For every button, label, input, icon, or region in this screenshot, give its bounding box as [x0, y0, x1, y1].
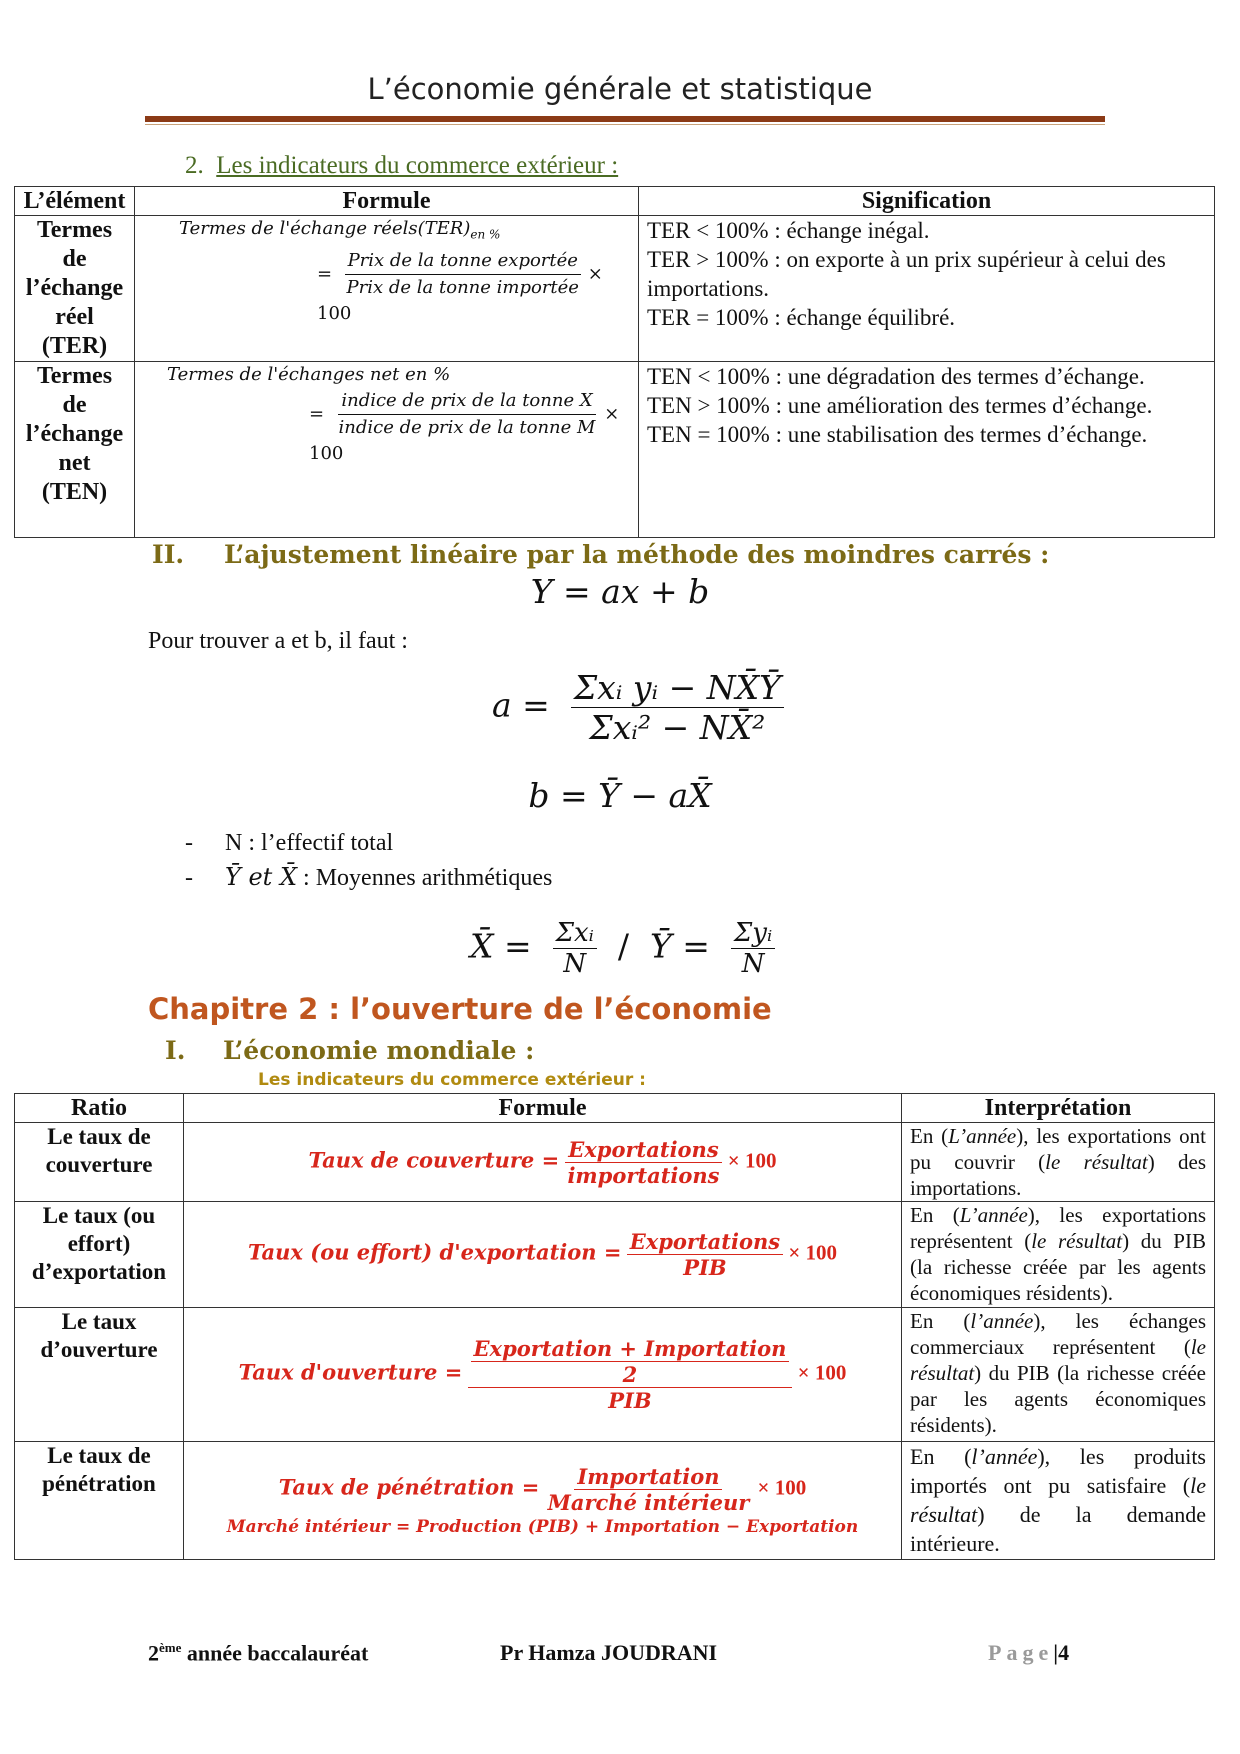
bullet-text: N : l’effectif total: [225, 830, 394, 856]
denominator: Σxᵢ² − NX̄²: [589, 708, 766, 747]
numerator: Exportations: [565, 1137, 721, 1163]
element-cell: [15, 216, 135, 362]
formula-fraction: = $\frac{\text{indice de prix de la tonne X}}{\text{indice de prix de la tonne M}}$ × 100: [309, 390, 620, 464]
signification-line: TEN > 100% : une amélioration des termes d’échange.: [647, 393, 1153, 418]
table-row: [15, 216, 1215, 362]
ratio-cell: Le taux de pénétration: [15, 1442, 184, 1560]
compound-numerator: [468, 1336, 793, 1388]
section-heading-linear-fit: [152, 540, 1049, 569]
chapter-title: Chapitre 2 : l’ouverture de l’économie: [148, 992, 772, 1026]
equation-means: [470, 918, 775, 979]
formula-note: Marché intérieur = Production (PIB) + Importation − Exportation: [226, 1517, 859, 1537]
header-divider-thin: [145, 124, 1105, 125]
element-cell: [15, 362, 135, 538]
footer-grade: 2ème année baccalauréat: [148, 1640, 369, 1666]
numerator: Σxᵢ: [553, 918, 597, 949]
column-header: L’élément: [15, 187, 135, 216]
intro-text: Pour trouver a et b, il faut :: [148, 628, 408, 654]
denominator: Marché intérieur: [547, 1490, 750, 1515]
denominator: importations: [567, 1162, 720, 1188]
formula-lhs: Termes de l'échanges net en %: [167, 364, 451, 385]
bullet-item: [185, 863, 552, 892]
denominator: PIB: [608, 1388, 652, 1413]
numerator: Importation: [574, 1464, 722, 1490]
bullet-dash: -: [185, 865, 193, 891]
formula-factor: × 100: [309, 403, 620, 464]
table-row: [15, 362, 1215, 538]
table-row: [15, 1123, 1215, 1202]
formula-factor: × 100: [788, 1240, 838, 1265]
formula-factor: × 100: [757, 1475, 807, 1500]
formula-cell: [184, 1442, 902, 1560]
signification-line: TER = 100% : échange équilibré.: [647, 305, 956, 330]
formula-lhs: Taux de pénétration =: [278, 1474, 540, 1500]
equation-b: b = Ȳ − aX̄: [528, 776, 712, 815]
page-label: Page: [988, 1640, 1054, 1665]
formula-cell: [184, 1308, 902, 1442]
table-header-row: [15, 1094, 1215, 1123]
element-line: de: [62, 246, 87, 272]
table-row: [15, 1308, 1215, 1442]
formula-cell: [184, 1202, 902, 1308]
ratio-cell: Le taux (ou effort) d’exportation: [15, 1202, 184, 1308]
denominator: N: [741, 949, 765, 979]
formula-factor: × 100: [317, 263, 603, 324]
equation-lhs: X̄ =: [470, 926, 532, 966]
formula-lhs: Taux (ou effort) d'exportation =: [247, 1239, 622, 1265]
interpretation-cell: En (L’année), les exportations ont pu couvrir (le résultat) des importations.: [902, 1123, 1215, 1202]
inner-numerator: Exportation + Importation: [471, 1336, 790, 1362]
formula-factor: × 100: [797, 1360, 847, 1385]
signification-line: TER > 100% : on exporte à un prix supérieur à celui des importations.: [647, 247, 1166, 301]
column-header: Interprétation: [902, 1094, 1215, 1123]
bullet-text: : Moyennes arithmétiques: [297, 865, 553, 891]
element-line: l’échange: [25, 421, 124, 447]
separator: /: [617, 926, 630, 966]
element-line: Termes: [36, 363, 113, 389]
signification-line: TEN = 100% : une stabilisation des termes d’échange.: [647, 422, 1148, 447]
numerator: Exportations: [627, 1229, 783, 1255]
equation-lhs: a =: [492, 685, 550, 725]
terms-of-trade-table: [14, 186, 1215, 538]
element-line: Termes: [36, 217, 113, 243]
formula-cell: [135, 216, 639, 362]
section-label: I.: [165, 1036, 186, 1065]
element-line: l’échange: [25, 275, 124, 301]
interpretation-cell: En (L’année), les exportations représentent (le résultat) du PIB (la richesse créée par les agents économiques résidents).: [902, 1202, 1215, 1308]
ratio-cell: Le taux de couverture: [15, 1123, 184, 1202]
section-title: L’ajustement linéaire par la méthode des moindres carrés :: [224, 540, 1050, 569]
page-number: 4: [1058, 1640, 1070, 1665]
numerator: Prix de la tonne exportée: [345, 248, 581, 275]
formula-cell: [135, 362, 639, 538]
formula-factor: × 100: [727, 1147, 777, 1172]
ratio-cell: Le taux d’ouverture: [15, 1308, 184, 1442]
page-header-title: L’économie générale et statistique: [367, 72, 873, 106]
numerator: Σyᵢ: [731, 918, 775, 949]
formula-lhs: Taux d'ouverture =: [238, 1359, 463, 1385]
signification-line: TEN < 100% : une dégradation des termes d’échange.: [647, 364, 1145, 389]
section-title: Les indicateurs du commerce extérieur :: [216, 152, 619, 179]
bullet-dash: -: [185, 830, 193, 856]
signification-line: TER < 100% : échange inégal.: [647, 218, 930, 243]
column-header: Ratio: [15, 1094, 184, 1123]
formula-fraction: = $\frac{\text{Prix de la tonne exportée}}{\text{Prix de la tonne importée}}$ × 100: [317, 249, 603, 324]
header-divider: [145, 116, 1105, 122]
formula-cell: [184, 1123, 902, 1202]
element-line: (TER): [41, 333, 108, 359]
section-label: II.: [152, 540, 185, 569]
signification-cell: [639, 362, 1215, 538]
equation-a: [492, 668, 784, 747]
footer-author: Pr Hamza JOUDRANI: [500, 1640, 718, 1665]
equation-regression: Y = ax + b: [530, 572, 710, 611]
column-header: Formule: [184, 1094, 902, 1123]
denominator: Prix de la tonne importée: [346, 276, 579, 298]
denominator: indice de prix de la tonne M: [338, 417, 596, 438]
formula-lhs: Taux de couverture =: [308, 1146, 560, 1172]
subheading-indicators: Les indicateurs du commerce extérieur :: [258, 1070, 646, 1090]
table-header-row: [15, 187, 1215, 216]
equation-lhs: Ȳ =: [650, 926, 710, 966]
numerator: indice de prix de la tonne X: [338, 388, 595, 415]
inner-denominator: 2: [622, 1362, 638, 1387]
element-line: de: [62, 392, 87, 418]
bullet-math: Ȳ et X̄: [225, 863, 298, 891]
column-header: Formule: [135, 187, 639, 216]
section-title: L’économie mondiale :: [223, 1036, 535, 1065]
column-header: Signification: [639, 187, 1215, 216]
page-separator: |: [1053, 1640, 1059, 1665]
section-heading-indicators: [185, 152, 618, 180]
interpretation-cell: En (l’année), les échanges commerciaux représentent (le résultat) du PIB (la richesse créée par les agents économiques résidents).: [902, 1308, 1215, 1442]
table-row: [15, 1442, 1215, 1560]
element-line: net (TEN): [41, 450, 108, 505]
bullet-item: [185, 830, 393, 857]
section-number: 2.: [185, 152, 204, 179]
interpretation-cell: En (l’année), les produits importés ont pu satisfaire (le résultat) de la demande intérieure.: [902, 1442, 1215, 1560]
section-heading-world-economy: [165, 1036, 534, 1065]
trade-ratios-table: [14, 1093, 1215, 1560]
footer-page: [988, 1640, 1069, 1666]
denominator: PIB: [683, 1255, 727, 1280]
table-row: [15, 1202, 1215, 1308]
signification-cell: [639, 216, 1215, 362]
element-line: réel: [55, 304, 94, 330]
numerator: Σxᵢ yᵢ − NX̄Ȳ: [571, 668, 784, 708]
formula-lhs: Termes de l'échange $réels(TER)_{en \%}$: [179, 218, 501, 242]
denominator: N: [563, 949, 587, 979]
